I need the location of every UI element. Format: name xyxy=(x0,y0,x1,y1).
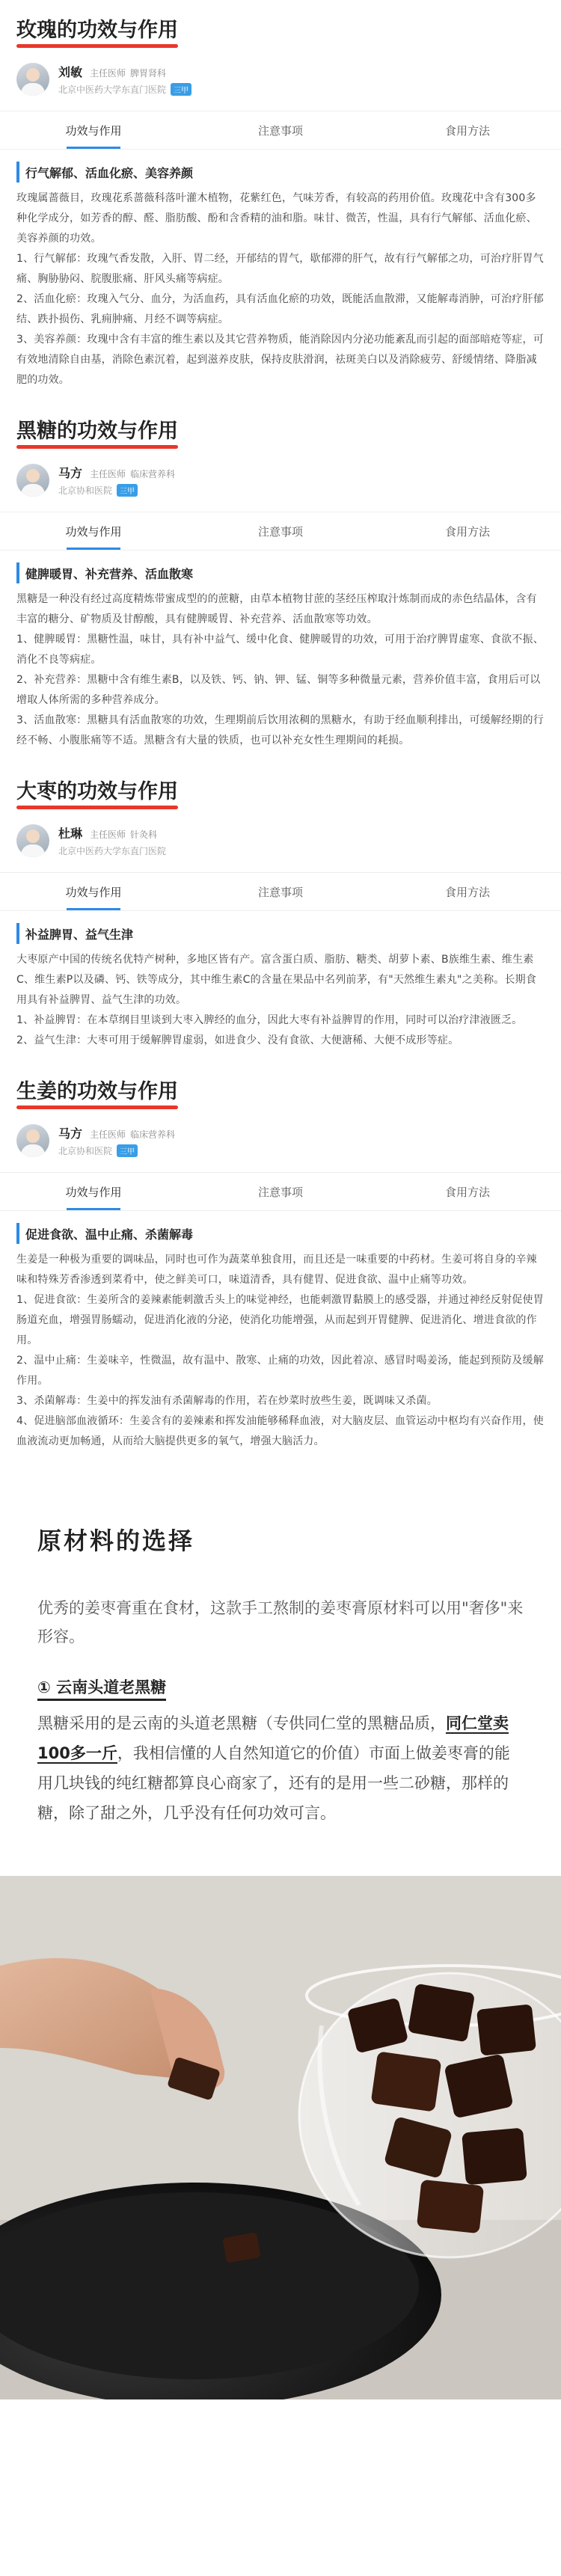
title-underline xyxy=(16,44,178,48)
section-heading: 促进食欲、温中止痛、杀菌解毒 xyxy=(16,1223,545,1244)
article xyxy=(0,1522,561,1828)
doctor-department: 临床营养科 xyxy=(130,1129,176,1140)
herb-card xyxy=(0,0,561,401)
doctor-avatar[interactable] xyxy=(16,63,49,96)
article-lead: 优秀的姜枣膏重在食材，这款手工熬制的姜枣膏原材料可以用"奢侈"来形容。 xyxy=(37,1599,524,1646)
card-gap xyxy=(0,751,561,761)
tab-precautions[interactable]: 注意事项 xyxy=(257,124,303,138)
article-heading: 原材料的选择 xyxy=(37,1527,195,1555)
herb-card xyxy=(0,401,561,761)
doctor-avatar[interactable] xyxy=(16,1124,49,1157)
doctor-name: 马方 xyxy=(58,466,83,480)
tab-effects[interactable]: 功效与作用 xyxy=(0,873,187,910)
doctor-title: 主任医师 xyxy=(90,68,126,79)
herb-card xyxy=(0,761,561,1061)
doctor-info[interactable] xyxy=(16,820,545,862)
doctor-name: 杜琳 xyxy=(58,827,83,841)
herb-card xyxy=(0,1061,561,1462)
section-heading: 补益脾胃、益气生津 xyxy=(16,923,545,944)
effect-paragraph: 大枣原产中国的传统名优特产树种，多地区皆有产。富含蛋白质、脂肪、糖类、胡萝卜素、B族维生素、维生素C、维生素P以及磷、钙、铁等成分，其中维生素C的含量在果品中名列前茅，有"天然维生素丸"之美称。长期食用具有补益脾胃、益气生津的功效。 xyxy=(16,954,537,1006)
effect-paragraph: 2、益气生津：大枣可用于缓解脾胃虚弱，如进食少、没有食欲、大便溏稀、大便不成形等症。 xyxy=(16,1034,459,1046)
card-title xyxy=(16,16,178,45)
card-title xyxy=(16,417,178,446)
effect-paragraph: 2、补充营养：黑糖中含有维生素B，以及铁、钙、钠、钾、锰、铜等多种微量元素，营养价值丰富，食用后可以增取人体所需的多种营养成分。 xyxy=(16,674,541,706)
doctor-info[interactable] xyxy=(16,58,545,100)
effect-paragraph: 1、补益脾胃：在本草纲目里谈到大枣入脾经的血分，因此大枣有补益脾胃的作用，同时可以治疗津液匮乏。 xyxy=(16,1014,523,1026)
doctor-avatar[interactable] xyxy=(16,824,49,857)
card-content xyxy=(0,1211,561,1452)
doctor-avatar[interactable] xyxy=(16,464,49,497)
card-content xyxy=(0,150,561,390)
section-heading: 健脾暖胃、补充营养、活血散寒 xyxy=(16,562,545,583)
doctor-name: 马方 xyxy=(58,1126,83,1141)
title-underline xyxy=(16,445,178,449)
effect-paragraph: 玫瑰属蔷薇目，玫瑰花系蔷薇科落叶灌木植物，花紫红色，气味芳香，有较高的药用价值。玫瑰花中含有300多种化学成分，如芳香的醇、醛、脂肪酸、酚和含香精的油和脂。味甘、微苦，性温，具有行气解郁、活血化瘀、美容养颜的功效。 xyxy=(16,192,537,245)
tab-effects[interactable]: 功效与作用 xyxy=(0,512,187,550)
effect-paragraph: 生姜是一种极为重要的调味品，同时也可作为蔬菜单独食用，而且还是一味重要的中药材。生姜可将自身的辛辣味和特殊芳香渗透到菜肴中，使之鲜美可口，味道清香，具有健胃、促进食欲、温中止痛等功效。 xyxy=(16,1254,537,1286)
effect-paragraph: 3、杀菌解毒：生姜中的挥发油有杀菌解毒的作用，若在炒菜时放些生姜，既调味又杀菌。 xyxy=(16,1395,438,1407)
card-title xyxy=(16,1078,178,1106)
section-heading: 行气解郁、活血化瘀、美容养颜 xyxy=(16,162,545,183)
title-underline xyxy=(16,1105,178,1109)
doctor-hospital: 北京中医药大学东直门医院 xyxy=(58,85,167,95)
effect-paragraph: 3、美容养颜：玫瑰中含有丰富的维生素以及其它营养物质，能消除因内分泌功能紊乱而引起的面部暗疮等症，可有效地清除自由基，消除色素沉着，起到滋养皮肤，保持皮肤滑润，祛斑美白以及消除疲劳、舒缓情绪、降脂减肥的功效。 xyxy=(16,334,544,386)
card-tabs xyxy=(0,1172,561,1211)
hospital-grade-badge: 三甲 xyxy=(171,83,191,96)
tab-precautions[interactable]: 注意事项 xyxy=(257,886,303,899)
doctor-name: 刘敏 xyxy=(58,65,83,79)
title-underline xyxy=(16,806,178,809)
effect-paragraph: 黑糖是一种没有经过高度精炼带蜜成型的的蔗糖，由草本植物甘蔗的茎经压榨取汁炼制而成的赤色结晶体，含有丰富的糖分、矿物质及甘醇酸，具有健脾暖胃、补充营养、活血散寒等功效。 xyxy=(16,593,537,625)
doctor-info[interactable] xyxy=(16,459,545,501)
card-content xyxy=(0,551,561,751)
tab-effects[interactable]: 功效与作用 xyxy=(0,1173,187,1210)
tab-effects[interactable]: 功效与作用 xyxy=(0,111,187,149)
effect-paragraph: 1、促进食欲：生姜所含的姜辣素能刺激舌头上的味觉神经，也能刺激胃黏膜上的感受器，并通过神经反射促使胃肠道充血，增强胃肠蠕动，促进消化液的分泌，使消化功能增强，从而起到开胃健脾、促进消化、增进食欲的作用。 xyxy=(16,1294,544,1346)
doctor-hospital: 北京中医药大学东直门医院 xyxy=(58,846,167,856)
card-gap xyxy=(0,1452,561,1462)
doctor-department: 针灸科 xyxy=(130,829,158,840)
hospital-grade-badge: 三甲 xyxy=(117,1144,138,1157)
tab-usage[interactable]: 食用方法 xyxy=(444,886,490,899)
card-title-text: 黑糖的功效与作用 xyxy=(16,420,178,443)
card-title-text: 大枣的功效与作用 xyxy=(16,780,178,803)
card-tabs xyxy=(0,512,561,551)
tab-usage[interactable]: 食用方法 xyxy=(444,1186,490,1199)
article-body xyxy=(37,1708,524,1828)
tab-precautions[interactable]: 注意事项 xyxy=(257,1186,303,1199)
black-sugar-photo xyxy=(0,1876,561,2399)
card-tabs xyxy=(0,111,561,150)
article-body-post: ，我相信懂的人自然知道它的价值）市面上做姜枣膏的能用几块钱的纯红糖都算良心商家了，还有的是用一些二砂糖，那样的糖，除了甜之外，几乎没有任何功效可言。 xyxy=(37,1744,510,1822)
card-title-text: 玫瑰的功效与作用 xyxy=(16,19,178,42)
doctor-department: 脾胃肾科 xyxy=(130,68,167,79)
effect-paragraph: 2、温中止痛：生姜味辛，性微温，故有温中、散寒、止痛的功效，因此着凉、感冒时喝姜汤，能起到预防及缓解作用。 xyxy=(16,1355,544,1387)
card-content xyxy=(0,911,561,1051)
effect-paragraph: 4、促进脑部血液循环：生姜含有的姜辣素和挥发油能够稀释血液，对大脑皮层、血管运动中枢均有兴奋作用，使血液流动更加畅通，从而给大脑提供更多的氧气，增强大脑活力。 xyxy=(16,1415,544,1447)
card-title xyxy=(16,778,178,806)
black-sugar-photo-illustration xyxy=(0,1876,561,2399)
card-tabs xyxy=(0,872,561,911)
effect-paragraph: 3、活血散寒：黑糖具有活血散寒的功效，生理期前后饮用浓稠的黑糖水，有助于经血顺利排出，可缓解经期的行经不畅、小腹胀痛等不适。黑糖含有大量的铁质，也可以补充女性生理期间的耗损。 xyxy=(16,714,544,746)
doctor-hospital: 北京协和医院 xyxy=(58,485,113,496)
doctor-hospital: 北京协和医院 xyxy=(58,1146,113,1156)
effect-paragraph: 1、行气解郁：玫瑰气香发散，入肝、胃二经，开郁结的胃气，歇郁滞的肝气，故有行气解郁之功，可治疗肝胃气痛、胸胁胁闷、脘腹胀痛、肝风头痛等病症。 xyxy=(16,253,544,285)
effect-paragraph: 2、活血化瘀：玫瑰入气分、血分，为活血药，具有活血化瘀的功效，既能活血散滞，又能解毒消肿，可治疗肝郁结、跌扑损伤、乳痈肿痛、月经不调等病症。 xyxy=(16,293,544,325)
doctor-title: 主任医师 xyxy=(90,469,126,479)
doctor-info[interactable] xyxy=(16,1120,545,1162)
effect-paragraph: 1、健脾暖胃：黑糖性温，味甘，具有补中益气、缓中化食、健脾暖胃的功效，可用于治疗脾胃虚寒、食欲不振、消化不良等病症。 xyxy=(16,634,544,666)
card-gap xyxy=(0,390,561,401)
doctor-department: 临床营养科 xyxy=(130,469,176,479)
tab-usage[interactable]: 食用方法 xyxy=(444,124,490,138)
tab-precautions[interactable]: 注意事项 xyxy=(257,525,303,539)
hospital-grade-badge: 三甲 xyxy=(117,484,138,497)
article-body-highlight: 同仁堂卖100多一斤 xyxy=(37,1714,509,1762)
card-title-text: 生姜的功效与作用 xyxy=(16,1080,178,1103)
doctor-title: 主任医师 xyxy=(90,829,126,840)
card-gap xyxy=(0,1051,561,1061)
doctor-title: 主任医师 xyxy=(90,1129,126,1140)
article-body-pre: 黑糖采用的是云南的头道老黑糖（专供同仁堂的黑糖品质， xyxy=(37,1714,446,1732)
tab-usage[interactable]: 食用方法 xyxy=(444,525,490,539)
article-subheading: ① 云南头道老黑糖 xyxy=(37,1676,166,1701)
